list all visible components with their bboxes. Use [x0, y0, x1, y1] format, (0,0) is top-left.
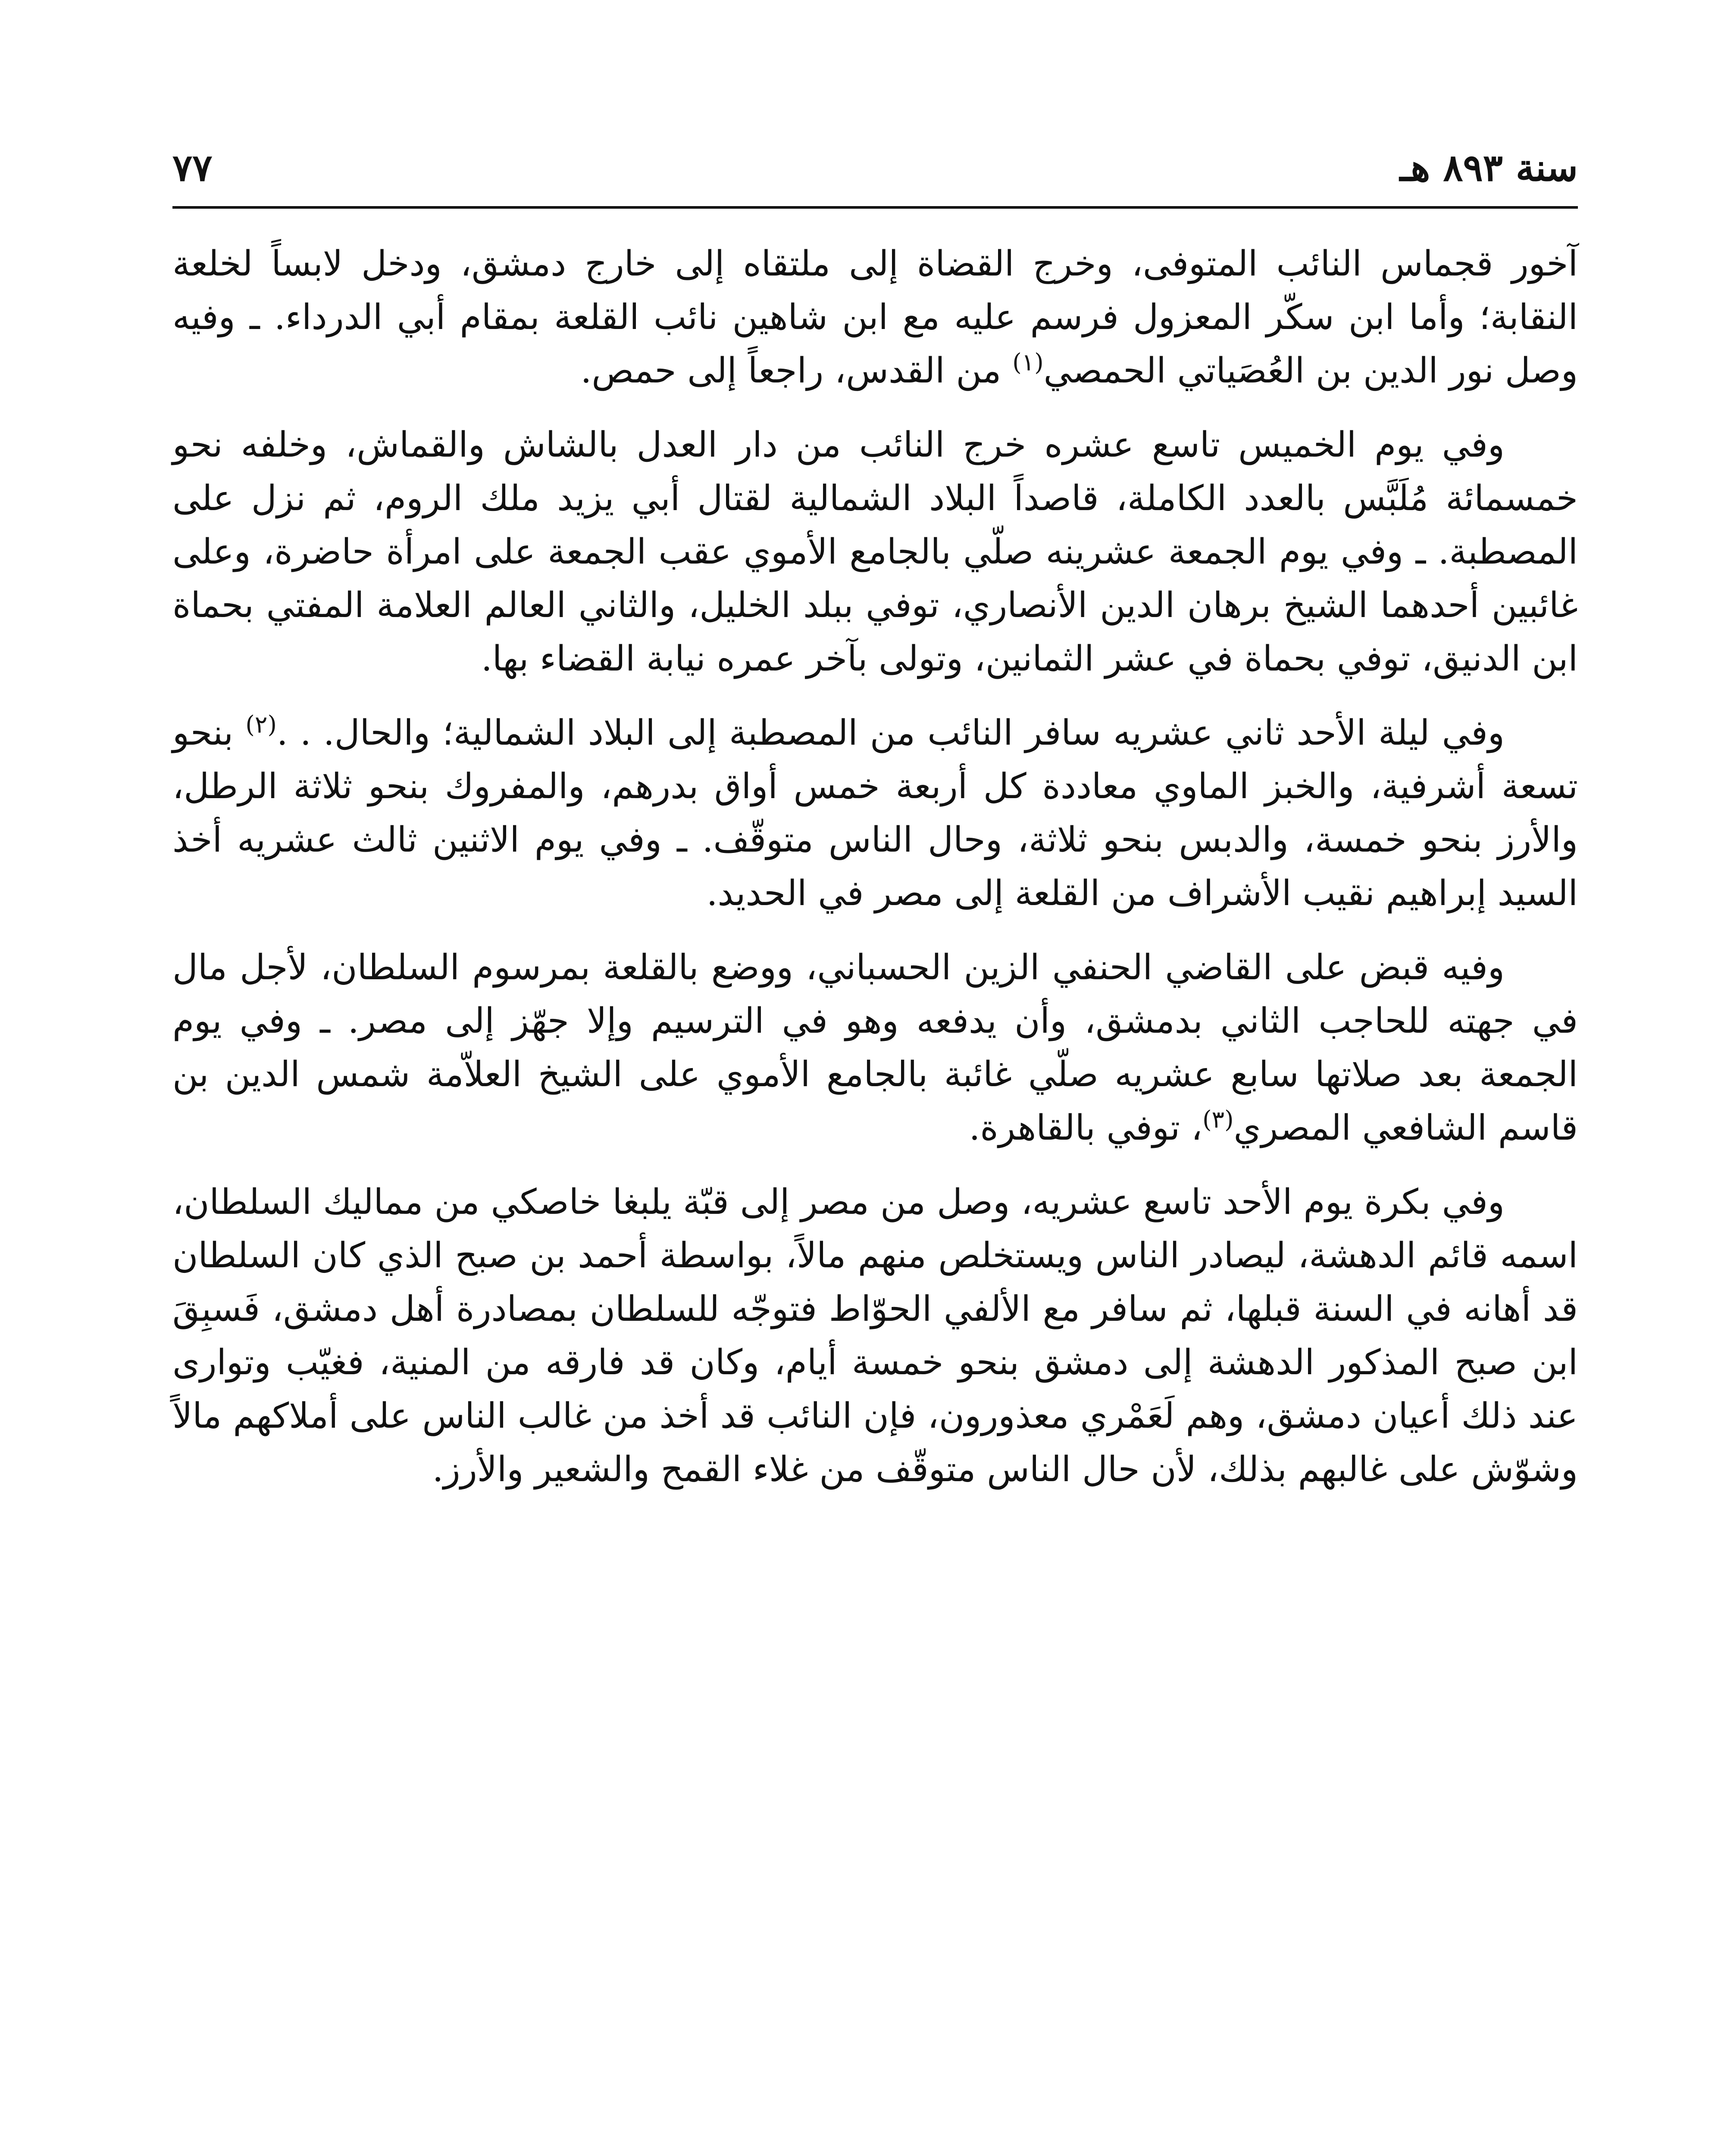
- page-header: [172, 125, 1578, 190]
- footnote-ref-3: (٣): [1202, 1106, 1234, 1133]
- paragraph-2: وفي يوم الخميس تاسع عشره خرج النائب من دار العدل بالشاش والقماش، وخلفه نحو خمسمائة مُلَبَّس بالعدد الكاملة، قاصداً البلاد الشمالية لقتال أبي يزيد ملك الروم، ثم نزل على المصطبة. ـ وفي يوم الجمعة عشرينه صلّي بالجامع الأموي عقب الجمعة على امرأة حاضرة، وعلى غائبين أحدهما الشيخ برهان الدين الأنصاري، توفي ببلد الخليل، والثاني العالم العلامة المفتي بحماة ابن الدنيق، توفي بحماة في عشر الثمانين، وتولى بآخر عمره نيابة القضاء بها.: [172, 425, 1578, 679]
- footnote-ref-1: (١): [1012, 348, 1044, 376]
- footnote-ref-2: (٢): [245, 711, 277, 738]
- page-number: ٧٧: [172, 146, 213, 190]
- paragraph-4: وفيه قبض على القاضي الحنفي الزين الحسباني، ووضع بالقلعة بمرسوم السلطان، لأجل مال في جهته للحاجب الثاني بدمشق، وأن يدفعه وهو في الترسيم وإلا جهّز إلى مصر. ـ وفي يوم الجمعة بعد صلاتها سابع عشريه صلّي غائبة بالجامع الأموي على الشيخ العلاّمة شمس الدين بن قاسم الشافعي المصري$^{(٣)}$، توفي بالقاهرة.: [172, 947, 1578, 1148]
- paragraph-1: آخور قجماس النائب المتوفى، وخرج القضاة إلى ملتقاه إلى خارج دمشق، ودخل لابساً لخلعة النقابة؛ وأما ابن سكّر المعزول فرسم عليه مع ابن شاهين نائب القلعة بمقام أبي الدرداء. ـ وفيه وصل نور الدين بن العُصَياتي الحمصي$^{(١)}$ من القدس، راجعاً إلى حمص.: [172, 244, 1578, 391]
- running-title: سنة ٨٩٣ هـ: [1399, 146, 1578, 190]
- paragraph-3: وفي ليلة الأحد ثاني عشريه سافر النائب من المصطبة إلى البلاد الشمالية؛ والحال. . .$^{(٢)}$ بنحو تسعة أشرفية، والخبز الماوي معاددة كل أربعة خمس أواق بدرهم، والمفروك بنحو ثلاثة الرطل، والأرز بنحو خمسة، والدبس بنحو ثلاثة، وحال الناس متوقّف. ـ وفي يوم الاثنين ثالث عشريه أخذ السيد إبراهيم نقيب الأشراف من القلعة إلى مصر في الحديد.: [172, 711, 1578, 914]
- paragraph-5: وفي بكرة يوم الأحد تاسع عشريه، وصل من مصر إلى قبّة يلبغا خاصكي من مماليك السلطان، اسمه قائم الدهشة، ليصادر الناس ويستخلص منهم مالاً، بواسطة أحمد بن صبح الذي كان السلطان قد أهانه في السنة قبلها، ثم سافر مع الألفي الحوّاط فتوجّه للسلطان بمصادرة أهل دمشق، فَسبِقَ ابن صبح المذكور الدهشة إلى دمشق بنحو خمسة أيام، وكان قد فارقه من المنية، فغيّب وتوارى عند ذلك أعيان دمشق، وهم لَعَمْري معذورون، فإن النائب قد أخذ من غالب الناس على أملاكهم مالاً وشوّش على غالبهم بذلك، لأن حال الناس متوقّف من غلاء القمح والشعير والأرز.: [172, 1182, 1578, 1490]
- header-rule: [172, 206, 1578, 209]
- main-text: [172, 237, 1578, 1517]
